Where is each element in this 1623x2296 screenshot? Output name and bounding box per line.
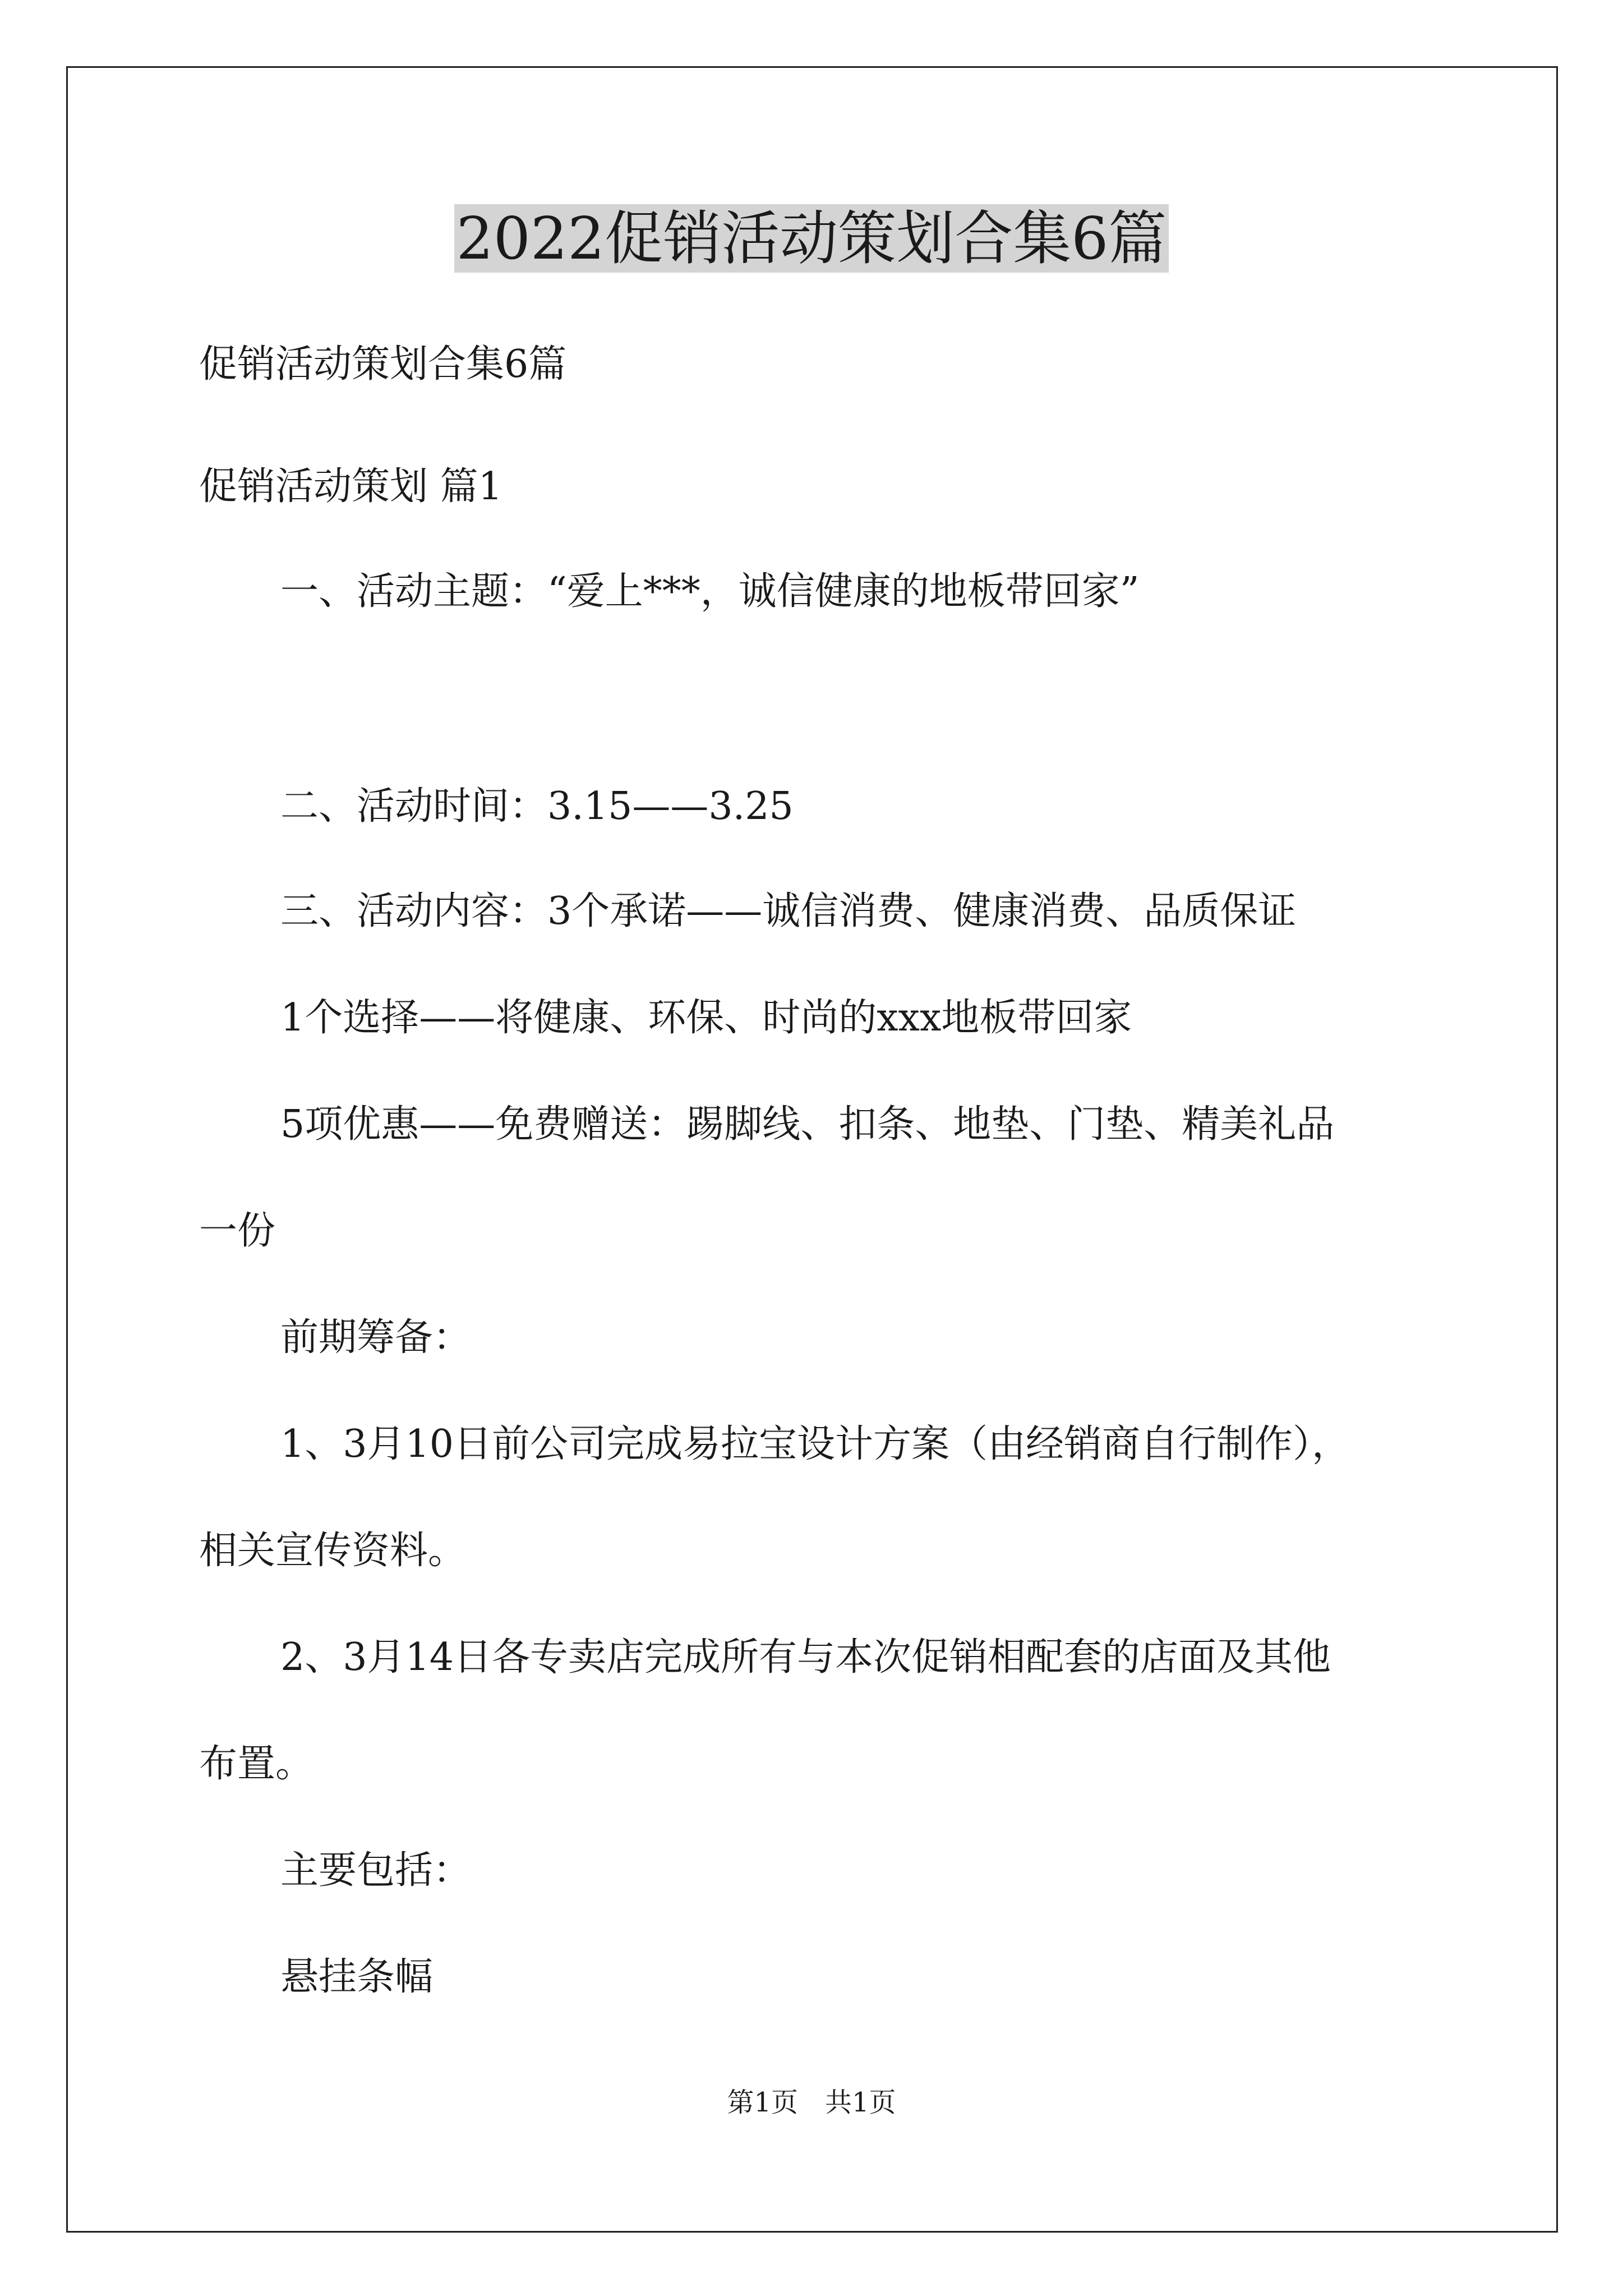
- document-title-text: 2022促销活动策划合集6篇: [454, 204, 1169, 273]
- paragraph-line: 5项优惠——免费赠送：踢脚线、扣条、地垫、门垫、精美礼品: [280, 1102, 1335, 1147]
- paragraph-line: 一份: [199, 1209, 276, 1253]
- document-title: [0, 199, 1623, 278]
- paragraph-line: 2、3月14日各专卖店完成所有与本次促销相配套的店面及其他: [280, 1635, 1331, 1680]
- paragraph-line: 前期筹备：: [280, 1315, 472, 1360]
- paragraph-line: 三、活动内容：3个承诺——诚信消费、健康消费、品质保证: [280, 889, 1297, 933]
- paragraph-line: 促销活动策划合集6篇: [199, 342, 567, 386]
- paragraph-line: 1、3月10日前公司完成易拉宝设计方案（由经销商自行制作），: [280, 1422, 1350, 1466]
- paragraph-line: 二、活动时间：3.15——3.25: [280, 784, 794, 829]
- paragraph-line: 悬挂条幅: [280, 1955, 434, 1999]
- paragraph-line: 相关宣传资料。: [199, 1529, 467, 1573]
- paragraph-line: 主要包括：: [280, 1848, 472, 1893]
- paragraph-line: 促销活动策划 篇1: [199, 464, 502, 509]
- paragraph-line: 一、活动主题：“爱上***，诚信健康的地板带回家”: [280, 569, 1140, 614]
- paragraph-line: 1个选择——将健康、环保、时尚的xxx地板带回家: [280, 996, 1132, 1040]
- paragraph-line: 布置。: [199, 1742, 314, 1786]
- page-footer: 第1页 共1页: [727, 2087, 896, 2118]
